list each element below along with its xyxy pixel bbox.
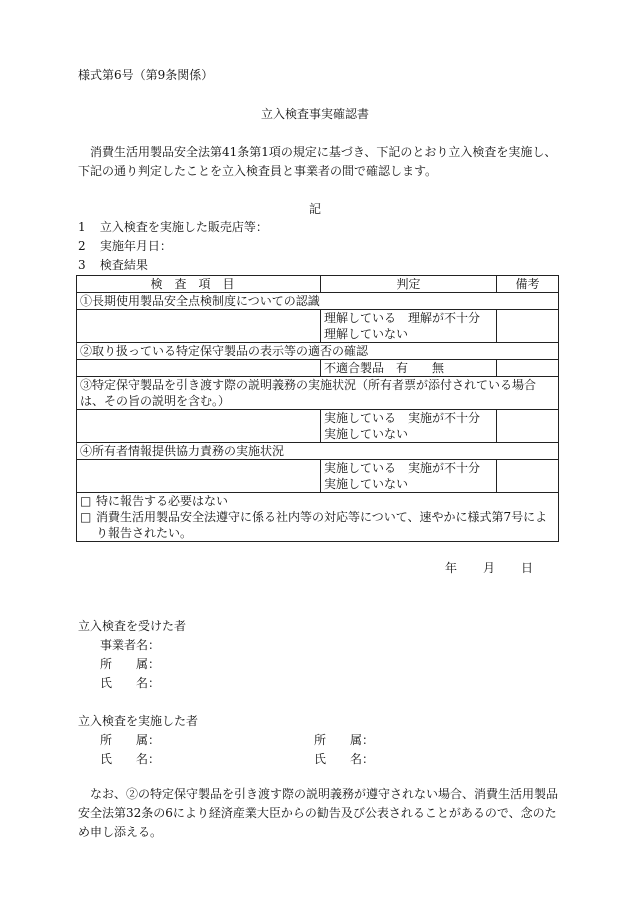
checkbox[interactable]: □ [80, 510, 92, 524]
inspection-results-table [76, 275, 559, 542]
note-no-report [80, 493, 555, 509]
item-title: ④所有者情報提供協力責務の実施状況 [77, 443, 559, 460]
section-label: 立入検査を実施した販売店等： [99, 220, 268, 234]
section-label: 実施年月日： [99, 239, 172, 253]
conducted-affiliation-2: 所 属： [314, 733, 375, 747]
table-row-item-3-title [77, 377, 559, 410]
judgment-options [321, 360, 497, 377]
item-title: ②取り扱っている特定保守製品の表示等の適否の確認 [77, 343, 559, 360]
table-row-item-4-title [77, 443, 559, 460]
table-row-item-4-judgment [77, 460, 559, 493]
section-3 [78, 257, 148, 274]
received-affiliation: 所 属： [100, 657, 161, 671]
conducted-name-2: 氏 名： [314, 752, 375, 766]
received-heading: 立入検査を受けた者 [78, 619, 187, 633]
judgment-option: 理解している 理解が不十分 [324, 311, 481, 325]
date-day: 日 [521, 561, 534, 575]
item-title: ①長期使用製品安全点検制度についての認識 [77, 293, 559, 310]
section-number: 3 [78, 258, 86, 272]
item-title: ③特定保守製品を引き渡す際の説明義務の実施状況（所有者票が添付されている場合は、その旨の説明を含む。） [77, 377, 559, 410]
section-label: 検査結果 [99, 258, 148, 272]
judgment-options [321, 310, 497, 343]
closing-paragraph: なお、②の特定保守製品を引き渡す際の説明義務が遵守されない場合、消費生活用製品安全法第32条の6により経済産業大臣からの勧告及び公表されることがあるので、念のため申し添える。 [78, 787, 559, 839]
item-blank [77, 460, 321, 493]
remarks-cell [497, 460, 559, 493]
note-text: 特に報告する必要はない [96, 494, 229, 508]
date-month: 月 [483, 561, 496, 575]
remarks-cell [497, 360, 559, 377]
conducted-affiliation-1: 所 属： [100, 733, 161, 747]
table-row-item-2-judgment [77, 360, 559, 377]
table-row-item-1-title [77, 293, 559, 310]
received-name: 氏 名： [100, 676, 161, 690]
ki-heading: 記 [308, 202, 321, 216]
section-number: 1 [78, 220, 86, 234]
table-row-item-1-judgment [77, 310, 559, 343]
judgment-option: 実施している 実施が不十分 [324, 411, 481, 425]
checkbox[interactable]: □ [80, 494, 92, 508]
judgment-option: 不適合製品 有 無 [324, 361, 445, 375]
document-title: 立入検査事実確認書 [260, 107, 369, 121]
table-row-item-2-title [77, 343, 559, 360]
remarks-cell [497, 410, 559, 443]
judgment-options [321, 460, 497, 493]
section-2 [78, 238, 172, 255]
table-row-item-3-judgment [77, 410, 559, 443]
header-item-label: 検査項目 [150, 277, 247, 291]
notes-cell [77, 493, 559, 542]
section-1 [78, 219, 268, 236]
section-number: 2 [78, 239, 86, 253]
item-blank [77, 360, 321, 377]
judgment-option: 理解していない [324, 327, 409, 341]
conducted-name-1: 氏 名： [100, 752, 161, 766]
judgment-option: 実施している 実施が不十分 [324, 461, 481, 475]
remarks-cell [497, 310, 559, 343]
judgment-option: 実施していない [324, 477, 409, 491]
form-number: 様式第6号（第9条関係） [78, 68, 214, 82]
received-business-name: 事業者名： [100, 638, 161, 652]
header-item [77, 276, 321, 293]
item-blank [77, 310, 321, 343]
note-report-required [80, 509, 555, 541]
judgment-option: 実施していない [324, 427, 409, 441]
date-line [445, 560, 533, 577]
date-year: 年 [445, 561, 458, 575]
table-row-notes [77, 493, 559, 542]
intro-paragraph: 消費生活用製品安全法第41条第1項の規定に基づき、下記のとおり立入検査を実施し、下記の通り判定したことを立入検査員と事業者の間で確認します。 [78, 145, 557, 178]
note-text: 消費生活用製品安全法遵守に係る社内等の対応等について、速やかに様式第7号により報告されたい。 [96, 510, 548, 540]
conducted-heading: 立入検査を実施した者 [78, 714, 199, 728]
item-blank [77, 410, 321, 443]
judgment-options [321, 410, 497, 443]
header-remarks: 備考 [497, 276, 559, 293]
header-judgment: 判定 [321, 276, 497, 293]
table-header-row [77, 276, 559, 293]
